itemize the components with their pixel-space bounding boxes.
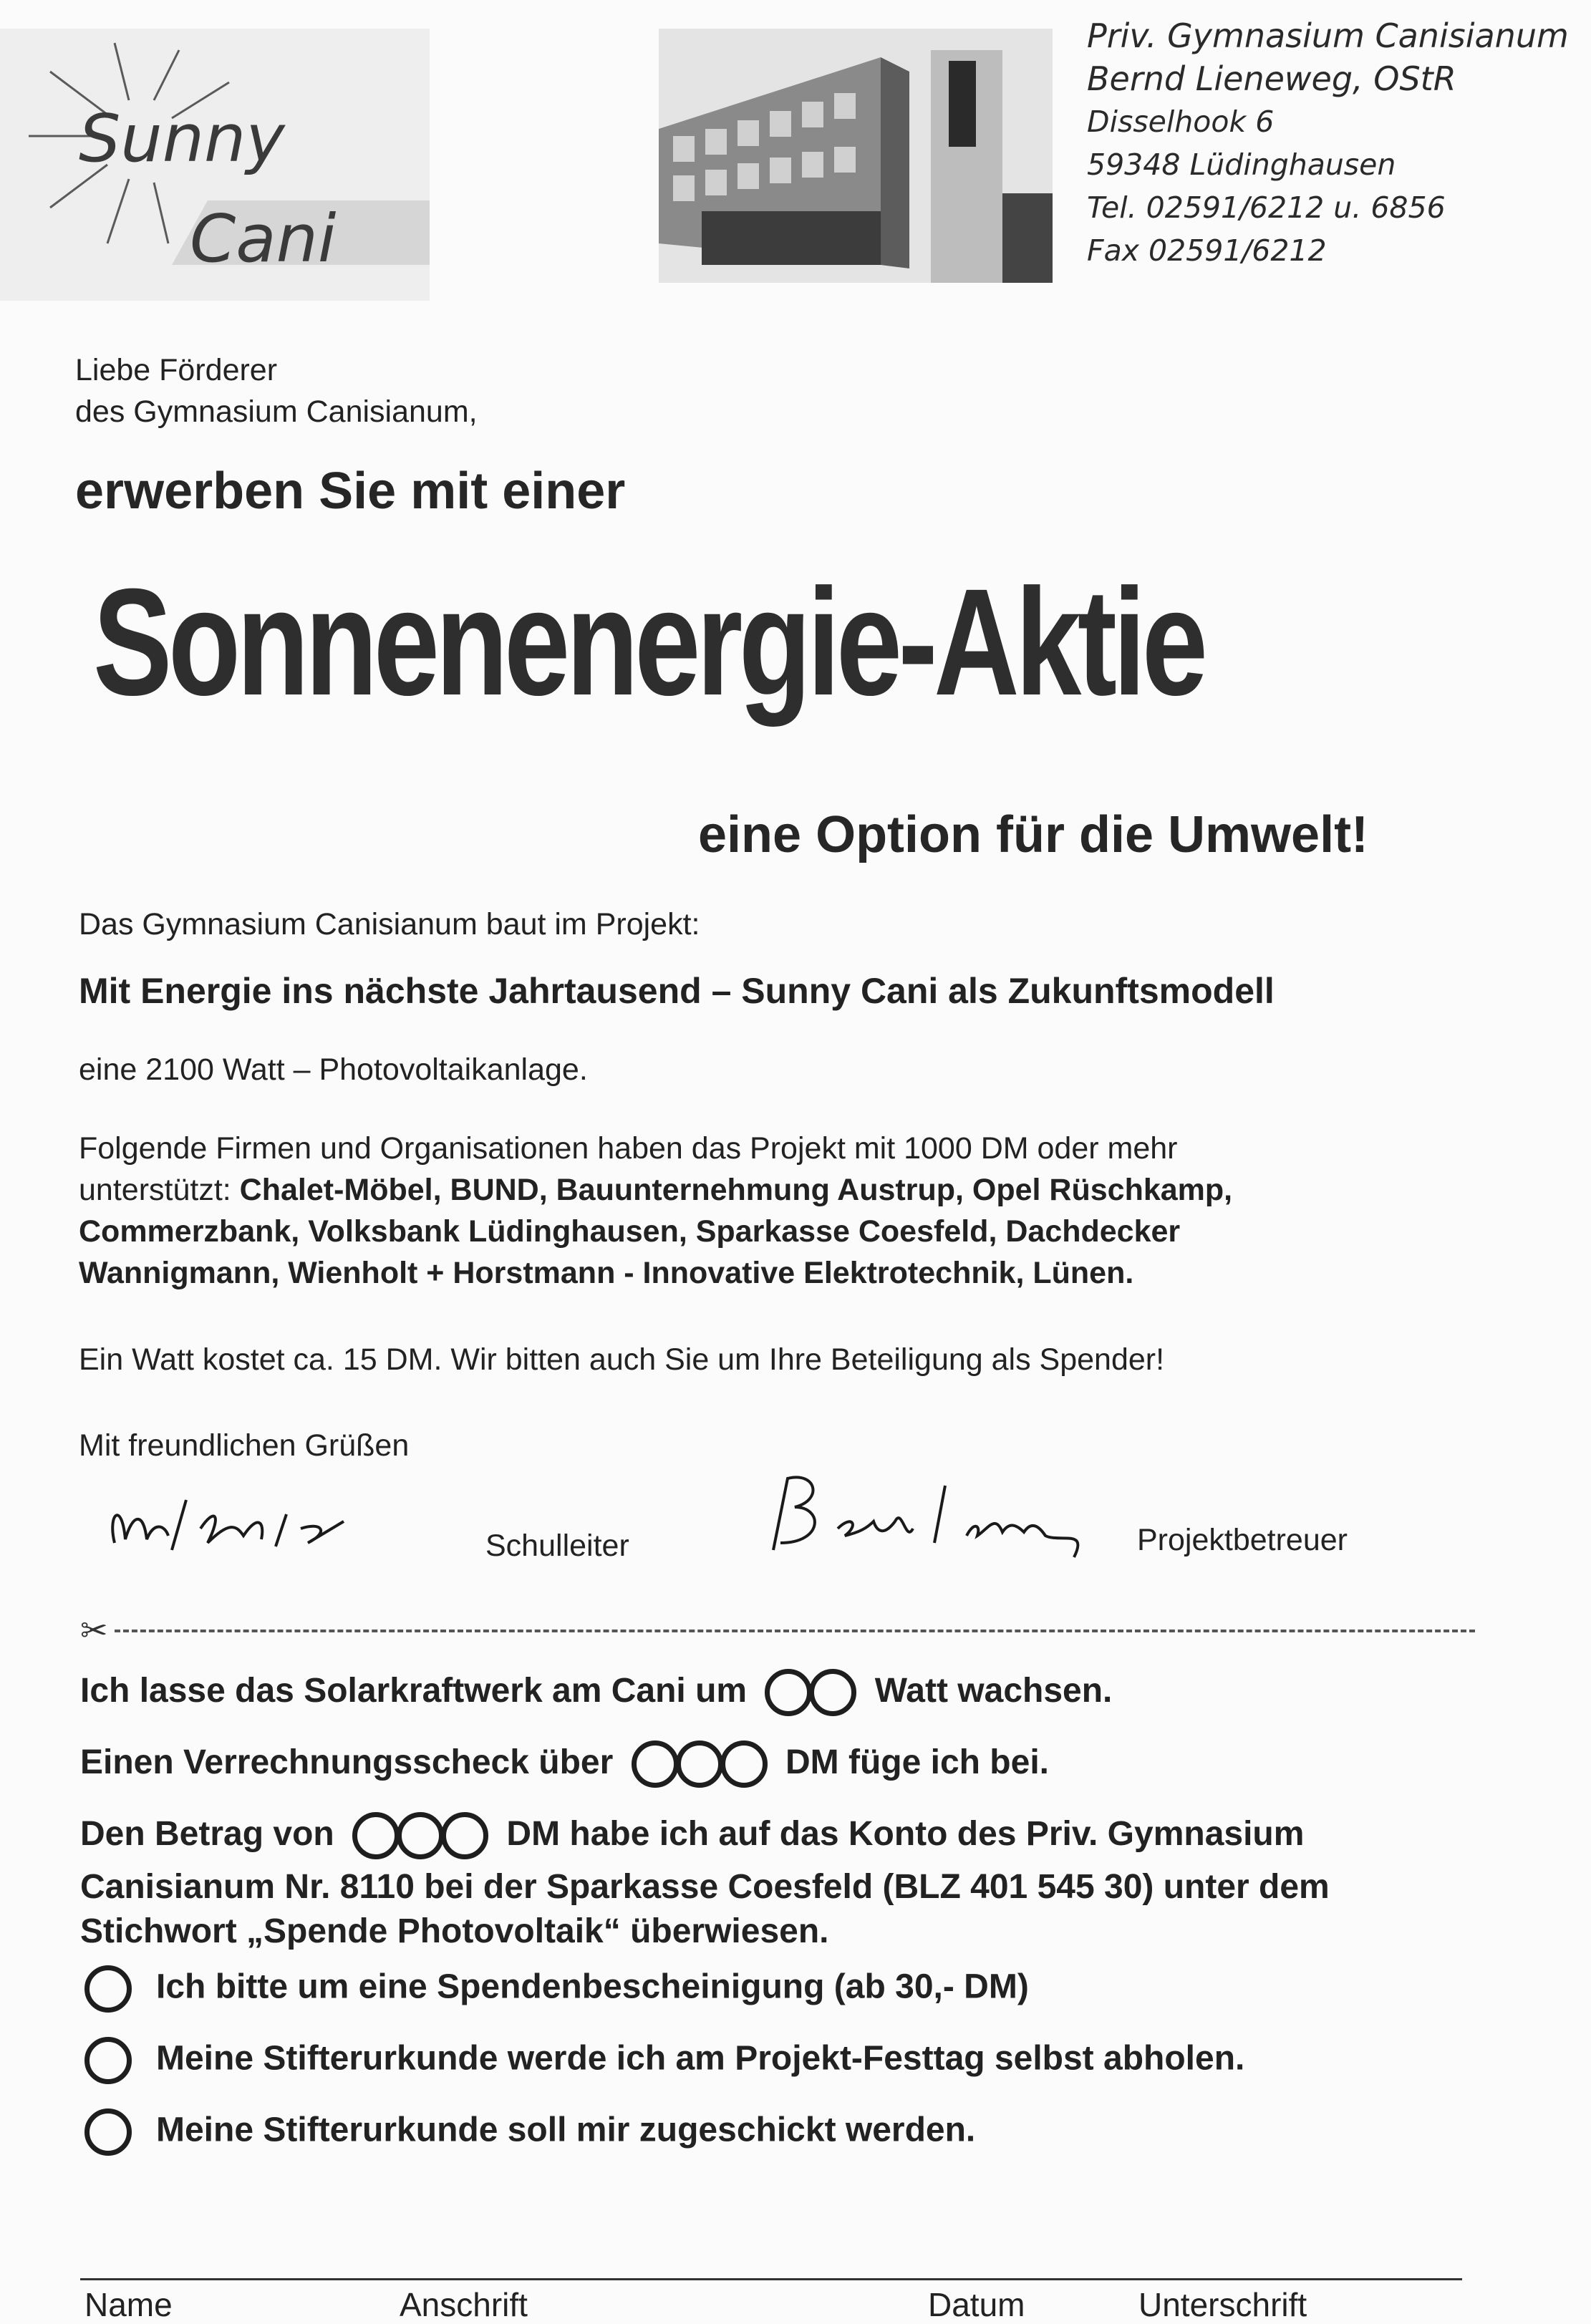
pickup-option[interactable]	[86, 2037, 1244, 2084]
headline: Sonnenenergie-Aktie	[93, 557, 1204, 727]
receipt-option[interactable]	[86, 1965, 1029, 2013]
digit-circle[interactable]	[441, 1812, 488, 1859]
principal-signature	[93, 1471, 437, 1572]
signature-line[interactable]	[80, 2278, 1462, 2280]
phone: Tel. 02591/6212 u. 6856	[1087, 190, 1446, 225]
sunny-cani-logo	[0, 29, 430, 301]
digit-circle[interactable]	[809, 1669, 856, 1716]
digit-circle[interactable]	[397, 1812, 444, 1859]
sponsors-line-1: Folgende Firmen und Organisationen haben das Projekt mit 1000 DM oder mehr	[79, 1131, 1178, 1166]
subheadline: eine Option für die Umwelt!	[698, 806, 1369, 863]
school-name: Priv. Gymnasium Canisianum	[1087, 16, 1569, 55]
logo-text-cani: Cani	[190, 200, 337, 277]
greeting-line-1: Liebe Förderer	[75, 353, 278, 387]
sponsors-paragraph	[79, 1128, 1232, 1294]
greeting-line-2: des Gymnasium Canisianum,	[75, 394, 478, 429]
sponsors-line-2-names: Chalet-Möbel, BUND, Bauunternehmung Austrup, Opel Rüschkamp,	[239, 1173, 1233, 1207]
cheque-suffix: DM füge ich bei.	[785, 1743, 1049, 1781]
digit-circle[interactable]	[352, 1812, 400, 1859]
fax: Fax 02591/6212	[1087, 233, 1327, 268]
logo-text-sunny: Sunny	[79, 100, 285, 177]
sponsors-line-2	[79, 1169, 1232, 1211]
transfer-row	[80, 1806, 1304, 1863]
mail-label: Meine Stifterurkunde soll mir zugeschickt werden.	[156, 2111, 976, 2149]
transfer-line-3: Stichwort „Spende Photovoltaik“ überwiesen.	[80, 1912, 829, 1950]
intro-text: Das Gymnasium Canisianum baut im Projekt:	[79, 907, 700, 941]
transfer-boxes[interactable]	[354, 1806, 487, 1863]
checkbox-circle[interactable]	[84, 2108, 132, 2156]
watt-label: Ich lasse das Solarkraftwerk am Cani um	[80, 1672, 748, 1710]
project-lead-signature	[759, 1464, 1131, 1572]
checkbox-circle[interactable]	[84, 2037, 132, 2084]
sponsors-line-2-lead: unterstützt:	[79, 1173, 240, 1207]
cheque-label: Einen Verrechnungsscheck über	[80, 1743, 614, 1781]
mail-option[interactable]	[86, 2108, 975, 2156]
watt-suffix: Watt wachsen.	[874, 1672, 1113, 1710]
project-title: Mit Energie ins nächste Jahrtausend – Sunny Cani als Zukunftsmodell	[79, 971, 1275, 1011]
digit-circle[interactable]	[720, 1740, 768, 1788]
transfer-suffix: DM habe ich auf das Konto des Priv. Gymnasium	[506, 1815, 1305, 1853]
sponsors-line-3: Commerzbank, Volksbank Lüdinghausen, Sparkasse Coesfeld, Dachdecker	[79, 1214, 1181, 1249]
school-building-photo	[659, 29, 1053, 283]
footer-address-label: Anschrift	[400, 2286, 528, 2323]
system-description: eine 2100 Watt – Photovoltaikanlage.	[79, 1052, 588, 1087]
footer-signature-label: Unterschrift	[1138, 2286, 1307, 2323]
principal-role: Schulleiter	[485, 1529, 629, 1563]
street: Disselhook 6	[1087, 105, 1275, 139]
cost-text: Ein Watt kostet ca. 15 DM. Wir bitten auch Sie um Ihre Beteiligung als Spender!	[79, 1342, 1165, 1377]
contact-person: Bernd Lieneweg, OStR	[1087, 59, 1456, 98]
building-illustration	[659, 29, 1053, 283]
greeting	[75, 349, 478, 432]
digit-circle[interactable]	[765, 1669, 812, 1716]
sponsors-line-4: Wannigmann, Wienholt + Horstmann - Innovative Elektrotechnik, Lünen.	[79, 1256, 1134, 1290]
receipt-label: Ich bitte um eine Spendenbescheinigung (ab 30,- DM)	[156, 1967, 1029, 2006]
checkbox-circle[interactable]	[84, 1965, 132, 2013]
footer-date-label: Datum	[928, 2286, 1025, 2323]
cut-line	[115, 1630, 1475, 1632]
project-lead-role: Projektbetreuer	[1137, 1523, 1348, 1557]
address-block	[1087, 14, 1581, 272]
regards: Mit freundlichen Grüßen	[79, 1428, 410, 1463]
city: 59348 Lüdinghausen	[1087, 147, 1396, 182]
watt-row	[80, 1662, 1112, 1720]
cheque-row	[80, 1734, 1049, 1791]
footer-name-label: Name	[84, 2286, 173, 2323]
cheque-boxes[interactable]	[633, 1734, 766, 1791]
transfer-line-2: Canisianum Nr. 8110 bei der Sparkasse Coesfeld (BLZ 401 545 30) unter dem	[80, 1868, 1330, 1906]
transfer-label: Den Betrag von	[80, 1815, 334, 1853]
watt-boxes[interactable]	[766, 1662, 855, 1720]
scissors-icon: ✂	[80, 1612, 108, 1649]
lead-text: erwerben Sie mit einer	[75, 463, 626, 520]
pickup-label: Meine Stifterurkunde werde ich am Projekt-Festtag selbst abholen.	[156, 2039, 1245, 2078]
digit-circle[interactable]	[632, 1740, 679, 1788]
digit-circle[interactable]	[676, 1740, 723, 1788]
